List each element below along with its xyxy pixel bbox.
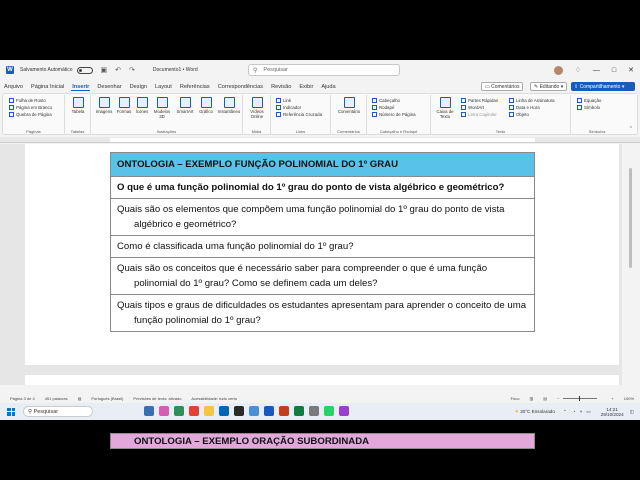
page-break-button[interactable]	[9, 111, 64, 118]
save-icon[interactable]: ▣	[100, 67, 108, 74]
windows-start-icon[interactable]	[7, 408, 15, 416]
scrollbar-thumb[interactable]	[629, 168, 632, 268]
icons-button[interactable]	[134, 97, 150, 114]
object-icon	[509, 112, 514, 117]
quick-parts-label: Partes Rápidas	[468, 98, 499, 103]
page-number-button[interactable]	[372, 111, 430, 118]
editing-label: Editando	[539, 83, 560, 90]
volume-icon[interactable]: ◖	[579, 409, 583, 414]
tab-ajuda[interactable]: Ajuda	[321, 84, 336, 90]
tab-inserir[interactable]: Inserir	[72, 83, 90, 90]
table-row[interactable]: Como é classificada uma função polinomial do 1º grau?	[111, 236, 535, 258]
tab-referencias[interactable]: Referências	[179, 84, 210, 90]
photos-icon[interactable]	[249, 406, 259, 416]
page-count[interactable]: Página 3 de 4	[10, 396, 35, 401]
cover-page-icon	[9, 98, 14, 103]
link-icon	[276, 98, 281, 103]
taskbar-search[interactable]	[23, 406, 93, 417]
proofing-icon[interactable]: ▤	[77, 396, 82, 401]
zoom-slider[interactable]	[563, 398, 597, 399]
pi-icon	[577, 98, 582, 103]
header-icon	[372, 98, 377, 103]
editing-button[interactable]	[530, 82, 567, 91]
shapes-button[interactable]	[115, 97, 133, 114]
tab-exibir[interactable]: Exibir	[299, 84, 314, 90]
weather-text[interactable]: 30°C Ensolarado	[520, 409, 555, 414]
app-icon[interactable]	[309, 406, 319, 416]
cover-page-label: Folha de Rosto	[16, 98, 46, 103]
page-break-label: Quebra de Página	[16, 112, 52, 117]
read-mode-icon[interactable]: ▥	[529, 396, 534, 401]
group-label-text: Texto	[495, 129, 506, 134]
icons-label: Ícones	[135, 109, 149, 114]
drop-cap-label: Letra Capitular	[468, 112, 497, 117]
group-pages	[3, 95, 65, 135]
blank-page-icon	[9, 105, 14, 110]
battery-icon[interactable]: ▭	[586, 408, 591, 414]
tab-correspondencias[interactable]: Correspondências	[217, 84, 264, 90]
vertical-scrollbar[interactable]	[622, 144, 640, 385]
table-row[interactable]: Quais são os conceitos que é necessário saber para compreender o que é uma função polinomial do 1º grau? Como se definem cada um deles?	[111, 258, 535, 295]
cross-reference-label: Referência Cruzada	[283, 112, 323, 117]
omega-icon	[577, 105, 582, 110]
signature-line-label: Linha de Assinatura	[516, 98, 555, 103]
video-icon	[252, 97, 263, 108]
group-label-comments: Comentários	[337, 129, 360, 134]
textbox-label: Caixa de Texto	[436, 109, 454, 119]
autosave-label: Salvamento Automático	[20, 67, 73, 73]
group-label-links: Links	[295, 129, 306, 134]
wifi-icon[interactable]: ◔	[572, 409, 576, 414]
screenshot-label: Instantâneo	[217, 109, 241, 114]
taskbar-apps	[144, 406, 354, 416]
3d-models-button[interactable]	[151, 97, 173, 119]
object-label: Objeto	[516, 112, 529, 117]
minimize-icon[interactable]: —	[592, 66, 600, 74]
tray-arrow-icon[interactable]: ⌃	[562, 408, 567, 414]
app-icon[interactable]	[339, 406, 349, 416]
close-icon[interactable]: ✕	[628, 67, 634, 74]
group-text	[431, 95, 571, 135]
new-comment-button[interactable]	[333, 97, 365, 114]
word-logo-icon: W	[7, 67, 13, 73]
tab-revisao[interactable]: Revisão	[271, 84, 292, 90]
drop-cap-button[interactable]	[461, 111, 498, 118]
word-count[interactable]: 451 palavras	[44, 396, 68, 401]
group-media	[243, 95, 271, 135]
comments-button[interactable]	[481, 82, 523, 91]
collapse-ribbon-icon[interactable]: ⌃	[628, 126, 633, 132]
title-bar	[0, 60, 640, 80]
image-icon	[99, 97, 110, 108]
table-row[interactable]: Quais são os elementos que compõem uma função polinomial do 1º grau do ponto de vista algébrico e geométrico?	[111, 199, 535, 236]
textbox-icon	[440, 97, 451, 108]
ribbon-tabs	[0, 81, 640, 93]
blank-page-label: Página em Branco	[16, 105, 53, 110]
group-links	[271, 95, 331, 135]
blank-page-button[interactable]	[9, 104, 64, 111]
share-button[interactable]	[571, 82, 635, 91]
textbox-button[interactable]	[433, 97, 457, 119]
shapes-label: Formas	[116, 109, 132, 114]
table-header[interactable]: ONTOLOGIA – EXEMPLO FUNÇÃO POLINOMIAL DO 1º GRAU	[111, 153, 535, 177]
windows-taskbar	[0, 403, 640, 420]
powerpoint-icon[interactable]	[279, 406, 289, 416]
online-videos-label: Vídeos Online	[250, 109, 264, 119]
excel-icon[interactable]	[294, 406, 304, 416]
bookmark-icon	[276, 105, 281, 110]
date-time-label: Data e Hora	[516, 105, 540, 110]
tab-arquivo[interactable]: Arquivo	[4, 84, 23, 90]
group-label-header-footer: Cabeçalho e Rodapé	[379, 129, 418, 134]
link-button[interactable]	[276, 97, 330, 104]
group-label-tables: Tabelas	[70, 129, 85, 134]
group-illustrations	[91, 95, 243, 135]
ontology-table-function[interactable]	[110, 152, 535, 332]
notifications-icon[interactable]: ◫	[629, 408, 634, 414]
zoom-in-icon[interactable]: +	[611, 396, 614, 401]
focus-button[interactable]: Foco	[510, 396, 520, 401]
text-predictions[interactable]: Previsões de texto: ativado	[133, 396, 182, 401]
screenshot-button[interactable]	[216, 97, 242, 114]
ruler[interactable]	[0, 137, 640, 143]
language[interactable]: Português (Brasil)	[91, 396, 124, 401]
word-window	[0, 60, 640, 447]
table-icon	[73, 97, 84, 108]
group-label-illustrations: Ilustrações	[156, 129, 177, 134]
bookmark-button[interactable]	[276, 104, 330, 111]
autosave-toggle[interactable]	[77, 67, 93, 74]
document-title: Documento1 • Word	[152, 67, 198, 73]
page-number-icon	[372, 112, 377, 117]
group-symbols	[571, 95, 623, 135]
search-input[interactable]	[248, 64, 400, 76]
ontology-table-clause-header[interactable]: ONTOLOGIA – EXEMPLO ORAÇÃO SUBORDINADA	[110, 433, 535, 449]
wordart-button[interactable]	[461, 104, 498, 111]
smartart-label: SmartArt	[176, 109, 194, 114]
task-view-icon[interactable]	[144, 406, 154, 416]
cross-reference-button[interactable]	[276, 111, 330, 118]
undo-icon[interactable]: ↶	[115, 67, 122, 74]
table-row[interactable]: Quais tipos e graus de dificuldades os estudantes apresentam para aprender o conceito de uma função polinomial do 1º grau?	[111, 295, 535, 332]
chart-icon	[201, 97, 212, 108]
share-label: Compartilhamento	[579, 83, 621, 90]
screenshot-icon	[224, 97, 235, 108]
word-taskbar-icon[interactable]	[264, 406, 274, 416]
taskbar-search-label: Pesquisar	[33, 408, 59, 415]
search-icon: ⚲	[253, 67, 258, 74]
equation-label: Equação	[584, 98, 602, 103]
cube-icon	[157, 97, 168, 108]
quick-parts-icon	[461, 98, 466, 103]
page-break-icon	[9, 112, 14, 117]
lightbulb-icon[interactable]: ♢	[574, 67, 581, 74]
store-icon[interactable]	[219, 406, 229, 416]
copilot-icon[interactable]	[159, 406, 169, 416]
avatar[interactable]	[554, 66, 563, 75]
redo-icon[interactable]: ↷	[129, 67, 135, 74]
symbol-button[interactable]	[577, 104, 623, 111]
group-label-pages: Páginas	[26, 129, 41, 134]
clock[interactable]	[601, 407, 624, 417]
tab-pagina-inicial[interactable]: Página Inicial	[30, 84, 65, 90]
group-header-footer	[367, 95, 431, 135]
chevron-down-icon: ▾	[559, 83, 564, 90]
footer-icon	[372, 105, 377, 110]
smartart-button[interactable]	[174, 97, 196, 114]
drop-cap-icon	[461, 112, 466, 117]
smartart-icon	[180, 97, 191, 108]
tab-desenhar[interactable]: Desenhar	[97, 84, 122, 90]
link-label: Link	[283, 98, 292, 103]
tab-design[interactable]: Design	[129, 84, 148, 90]
clock-time: 14:21	[606, 406, 618, 412]
weather-icon[interactable]: ☀	[514, 408, 521, 414]
group-comments	[331, 95, 367, 135]
object-button[interactable]	[509, 111, 555, 118]
header-button[interactable]	[372, 97, 430, 104]
print-layout-icon[interactable]: ▤	[543, 396, 548, 401]
header-label: Cabeçalho	[379, 98, 400, 103]
group-label-media: Mídia	[251, 129, 262, 134]
symbol-label: Símbolo	[584, 105, 601, 110]
share-icon: ⇪	[574, 83, 580, 90]
shapes-icon	[119, 97, 130, 108]
whatsapp-icon[interactable]	[324, 406, 334, 416]
quick-parts-button[interactable]	[461, 97, 498, 104]
clock-date: 29/10/2024	[600, 411, 624, 417]
group-tables	[65, 95, 91, 135]
cover-page-button[interactable]	[9, 97, 64, 104]
status-bar	[0, 394, 640, 403]
zoom-level[interactable]: 100%	[623, 396, 634, 401]
page-gap	[25, 365, 619, 375]
footer-label: Rodapé	[379, 105, 395, 110]
footer-button[interactable]	[372, 104, 430, 111]
equation-button[interactable]	[577, 97, 623, 104]
images-label: Imagens	[95, 109, 113, 114]
search-placeholder: Pesquisar	[263, 67, 288, 73]
ruler-text-area	[110, 138, 535, 142]
calendar-icon	[509, 105, 514, 110]
group-label-symbols: Símbolos	[588, 129, 606, 134]
system-tray	[515, 403, 634, 420]
wordart-icon	[461, 105, 466, 110]
images-button[interactable]	[94, 97, 114, 114]
comments-label: Comentários	[491, 83, 520, 90]
app-icon[interactable]	[234, 406, 244, 416]
chrome-icon[interactable]	[189, 406, 199, 416]
table-button[interactable]	[68, 97, 88, 114]
table-label: Tabela	[71, 109, 85, 114]
tab-layout[interactable]: Layout	[155, 84, 172, 90]
3d-models-label: Modelos 3D	[153, 109, 171, 119]
ribbon-panel	[2, 93, 638, 135]
icons-icon	[137, 97, 148, 108]
online-videos-button[interactable]	[245, 97, 269, 119]
signature-icon	[509, 98, 514, 103]
edge-icon[interactable]	[174, 406, 184, 416]
table-row[interactable]: O que é uma função polinomial do 1º grau do ponto de vista algébrico e geométrico?	[111, 177, 535, 199]
maximize-icon[interactable]: □	[611, 66, 617, 74]
cross-reference-icon	[276, 112, 281, 117]
file-explorer-icon[interactable]	[204, 406, 214, 416]
wordart-label: WordArt	[468, 105, 485, 110]
pencil-icon: ✎	[534, 83, 540, 90]
comment-icon	[344, 97, 355, 108]
signature-line-button[interactable]	[509, 97, 555, 104]
accessibility-status[interactable]: Acessibilidade: tudo certo	[191, 396, 238, 401]
chart-button[interactable]	[197, 97, 215, 114]
chart-label: Gráfico	[199, 109, 213, 114]
page-number-label: Número de Página	[379, 112, 416, 117]
new-comment-label: Comentário	[337, 109, 361, 114]
bookmark-label: Indicador	[283, 105, 302, 110]
chevron-down-icon: ▾	[620, 83, 625, 90]
zoom-out-icon[interactable]: −	[557, 396, 560, 401]
comment-icon: ▭	[485, 83, 492, 90]
search-icon: ⚲	[28, 408, 34, 415]
date-time-button[interactable]	[509, 104, 555, 111]
